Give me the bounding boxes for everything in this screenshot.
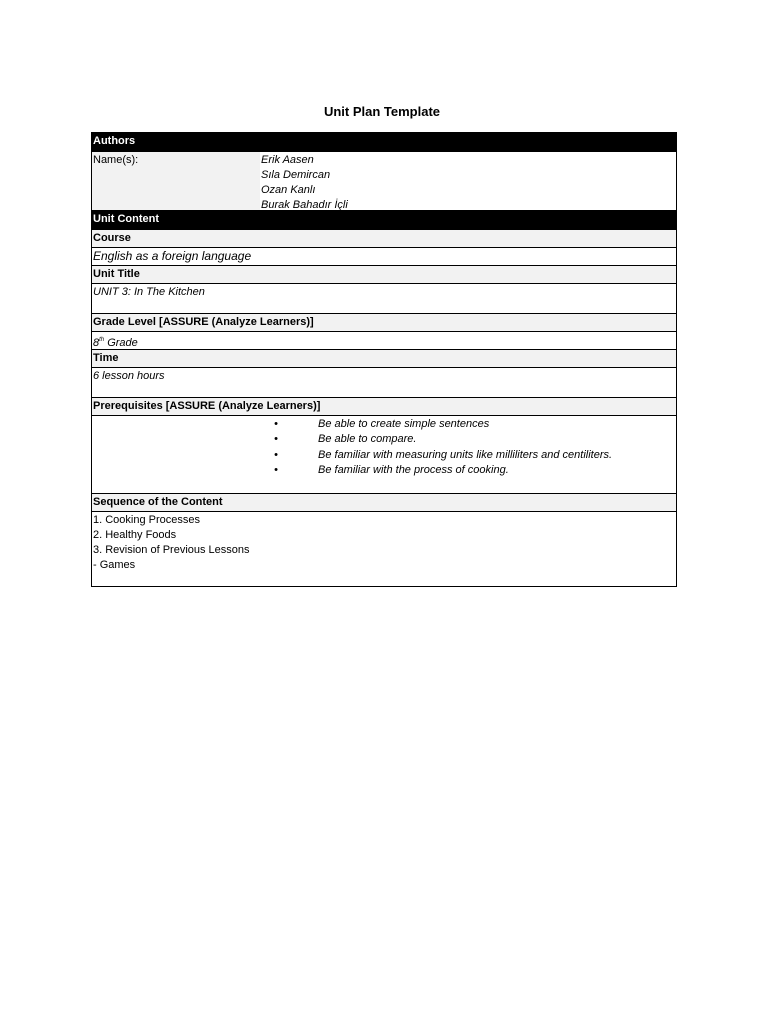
grade-number: 8 bbox=[93, 337, 100, 349]
prerequisite-text: Be familiar with the process of cooking. bbox=[318, 464, 509, 477]
names-label: Name(s): bbox=[93, 154, 139, 166]
bullet-icon: • bbox=[274, 448, 278, 461]
author-name: Erik Aasen bbox=[261, 154, 314, 166]
list-item bbox=[92, 463, 676, 478]
grade-level-value bbox=[92, 332, 676, 350]
time-value: 6 lesson hours bbox=[92, 368, 676, 398]
author-name: Ozan Kanlı bbox=[261, 184, 316, 196]
prerequisite-text: Be familiar with measuring units like milliliters and centiliters. bbox=[318, 448, 613, 461]
unit-title-value: UNIT 3: In The Kitchen bbox=[92, 284, 676, 314]
unit-content-header: Unit Content bbox=[92, 211, 676, 230]
list-item bbox=[92, 417, 676, 432]
grade-level-label: Grade Level [ASSURE (Analyze Learners)] bbox=[92, 314, 676, 332]
list-item bbox=[92, 448, 676, 463]
bullet-icon: • bbox=[274, 418, 278, 430]
course-label: Course bbox=[92, 230, 676, 248]
sequence-label: Sequence of the Content bbox=[92, 494, 676, 512]
list-item bbox=[92, 432, 676, 447]
list-item: 3. Revision of Previous Lessons bbox=[93, 544, 250, 556]
sequence-list bbox=[92, 512, 676, 586]
bullet-icon: • bbox=[274, 433, 278, 446]
prerequisites-label: Prerequisites [ASSURE (Analyze Learners)] bbox=[92, 398, 676, 416]
author-name: Sıla Demircan bbox=[261, 169, 331, 181]
author-name: Burak Bahadır İçli bbox=[261, 199, 348, 211]
authors-header: Authors bbox=[92, 133, 676, 152]
unit-plan-table bbox=[91, 132, 677, 587]
unit-title-label: Unit Title bbox=[92, 266, 676, 284]
prerequisite-text: Be able to compare. bbox=[318, 433, 417, 446]
prerequisites-list bbox=[92, 416, 676, 494]
page-title: Unit Plan Template bbox=[323, 104, 441, 119]
course-value: English as a foreign language bbox=[92, 248, 676, 266]
prerequisite-text: Be able to create simple sentences bbox=[318, 418, 490, 430]
authors-names-row bbox=[92, 152, 676, 211]
time-label: Time bbox=[92, 350, 676, 368]
list-item: - Games bbox=[93, 559, 136, 571]
list-item: 2. Healthy Foods bbox=[93, 529, 177, 541]
grade-word: Grade bbox=[104, 337, 138, 349]
list-item: 1. Cooking Processes bbox=[93, 514, 200, 526]
author-names-list bbox=[261, 153, 348, 210]
grade-suffix: th bbox=[99, 337, 105, 343]
bullet-icon: • bbox=[274, 464, 278, 477]
